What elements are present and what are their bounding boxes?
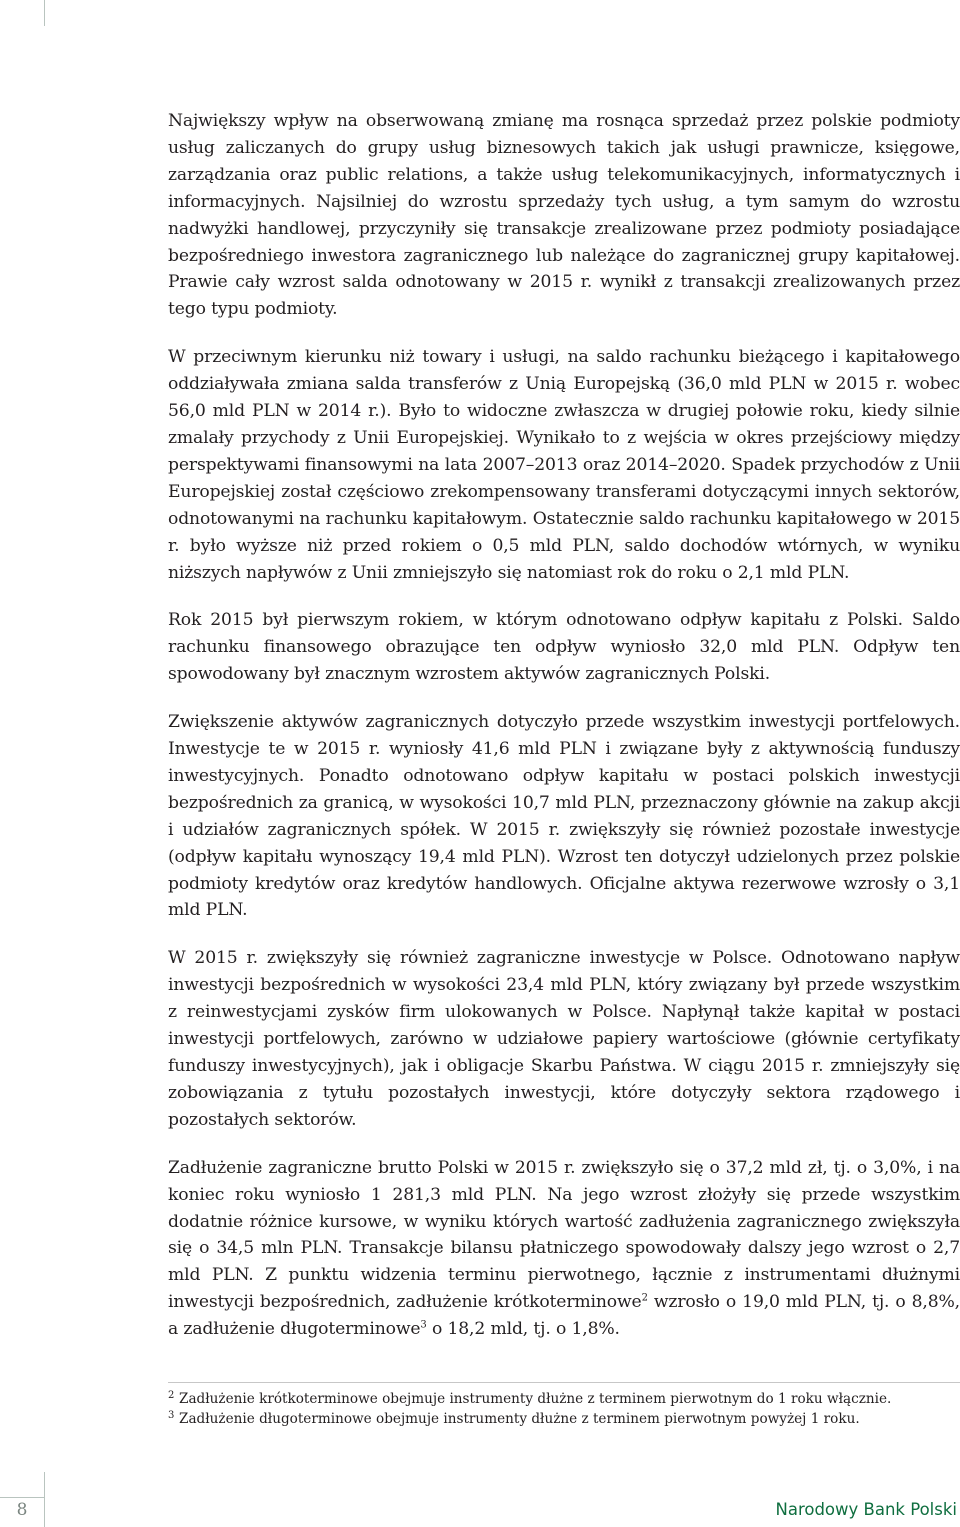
footnote-ref-2[interactable]: 2 <box>641 1292 648 1304</box>
body-text <box>168 108 960 1343</box>
top-margin-rule <box>44 0 45 26</box>
paragraph-1: Największy wpływ na obserwowaną zmianę ma rosnąca sprzedaż przez polskie podmioty usług zaliczanych do grupy usług biznesowych takich jak usługi prawnicze, księgowe, zarządzania oraz public relations, a także usług telekomunikacyjnych, informatycznych i informacyjnych. Najsilniej do wzrostu sprzedaży tych usług, a tym samym do wzrostu nadwyżki handlowej, przyczyniły się transakcje zrealizowane przez podmioty posiadające bezpośredniego inwestora zagranicznego lub należące do zagranicznej grupy kapitałowej. Prawie cały wzrost salda odnotowany w 2015 r. wynikł z transakcji zrealizowanych przez tego typu podmioty. <box>168 111 960 320</box>
paragraph-3: Rok 2015 był pierwszym rokiem, w którym odnotowano odpływ kapitału z Polski. Saldo rachunku finansowego obrazujące ten odpływ wyniosło 32,0 mld PLN. Odpływ ten spowodowany był znacznym wzrostem aktywów zagranicznych Polski. <box>168 610 960 685</box>
paragraph-6-part-1: Zadłużenie zagraniczne brutto Polski w 2015 r. zwiększyło się o 37,2 mld zł, tj. o 3,0%, i na koniec roku wyniosło 1 281,3 mld PLN. Na jego wzrost złożyły się przede wszystkim dodatnie różnice kursowe, w wyniku których wartość zadłużenia zagranicznego zwiększyła się o 34,5 mln PLN. Transakcje bilansu płatniczego spowodowały dalszy jego wzrost o 2,7 mld PLN. Z punktu widzenia terminu pierwotnego, łącznie z instrumentami dłużnymi inwestycji bezpośrednich, zadłużenie krótkoterminowe <box>168 1157 960 1313</box>
footnote-text: Zadłużenie krótkoterminowe obejmuje instrumenty dłużne z terminem pierwotnym do 1 roku włącznie. <box>179 1391 892 1407</box>
paragraph-5: W 2015 r. zwiększyły się również zagraniczne inwestycje w Polsce. Odnotowano napływ inwestycji bezpośrednich w wysokości 23,4 mld PLN, który związany był przede wszystkim z reinwestycjami zysków firm ulokowanych w Polsce. Napłynął także kapitał w postaci inwestycji portfelowych, zarówno w udziałowe papiery wartościowe (głównie certyfikaty funduszy inwestycyjnych), jak i obligacje Skarbu Państwa. W ciągu 2015 r. zmniejszyły się zobowiązania z tytułu pozostałych inwestycji, które dotyczyły sektora rządowego i pozostałych sektorów. <box>168 948 960 1130</box>
footnote-2 <box>168 1389 960 1409</box>
paragraph-6-part-3: o 18,2 mld, tj. o 1,8%. <box>426 1319 620 1340</box>
publisher-name: Narodowy Bank Polski <box>775 1500 957 1519</box>
footnote-text: Zadłużenie długoterminowe obejmuje instrumenty dłużne z terminem pierwotnym powyżej 1 roku. <box>179 1411 860 1427</box>
footnote-mark: 3 <box>168 1410 175 1421</box>
footnote-ref-3[interactable]: 3 <box>420 1319 427 1331</box>
footnote-3 <box>168 1409 960 1429</box>
paragraph-6-part-2: wzrosło o 19,0 mld PLN, tj. o 8,8%, a zadłużenie długoterminowe <box>168 1292 960 1340</box>
paragraph-2: W przeciwnym kierunku niż towary i usługi, na saldo rachunku bieżącego i kapitałowego oddziaływała zmiana salda transferów z Unią Europejską (36,0 mld PLN w 2015 r. wobec 56,0 mld PLN w 2014 r.). Było to widoczne zwłaszcza w drugiej połowie roku, kiedy silnie zmalały przychody z Unii Europejskiej. Wynikało to z wejścia w okres przejściowy między perspektywami finansowymi na lata 2007–2013 oraz 2014–2020. Spadek przychodów z Unii Europejskiej został częściowo zrekompensowany transferami dotyczącymi innych sektorów, odnotowanymi na rachunku kapitałowym. Ostatecznie saldo rachunku kapitałowego w 2015 r. było wyższe niż przed rokiem o 0,5 mld PLN, saldo dochodów wtórnych, w wyniku niższych napływów z Unii zmniejszyło się natomiast rok do roku o 2,1 mld PLN. <box>168 347 960 583</box>
footer-vertical-rule <box>44 1472 45 1527</box>
footnotes <box>168 1382 960 1429</box>
footnote-mark: 2 <box>168 1390 175 1401</box>
page-number: 8 <box>16 1500 28 1520</box>
paragraph-4: Zwiększenie aktywów zagranicznych dotyczyło przede wszystkim inwestycji portfelowych. Inwestycje te w 2015 r. wyniosły 41,6 mld PLN i związane były z aktywnością funduszy inwestycyjnych. Ponadto odnotowano odpływ kapitału w postaci polskich inwestycji bezpośrednich za granicą, w wysokości 10,7 mld PLN, przeznaczony głównie na zakup akcji i udziałów zagranicznych spółek. W 2015 r. zwiększyły się również pozostałe inwestycje (odpływ kapitału wynoszący 19,4 mld PLN). Wzrost ten dotyczył udzielonych przez polskie podmioty kredytów oraz kredytów handlowych. Oficjalne aktywa rezerwowe wzrosły o 3,1 mld PLN. <box>168 712 960 921</box>
paragraph-6 <box>168 1155 960 1343</box>
